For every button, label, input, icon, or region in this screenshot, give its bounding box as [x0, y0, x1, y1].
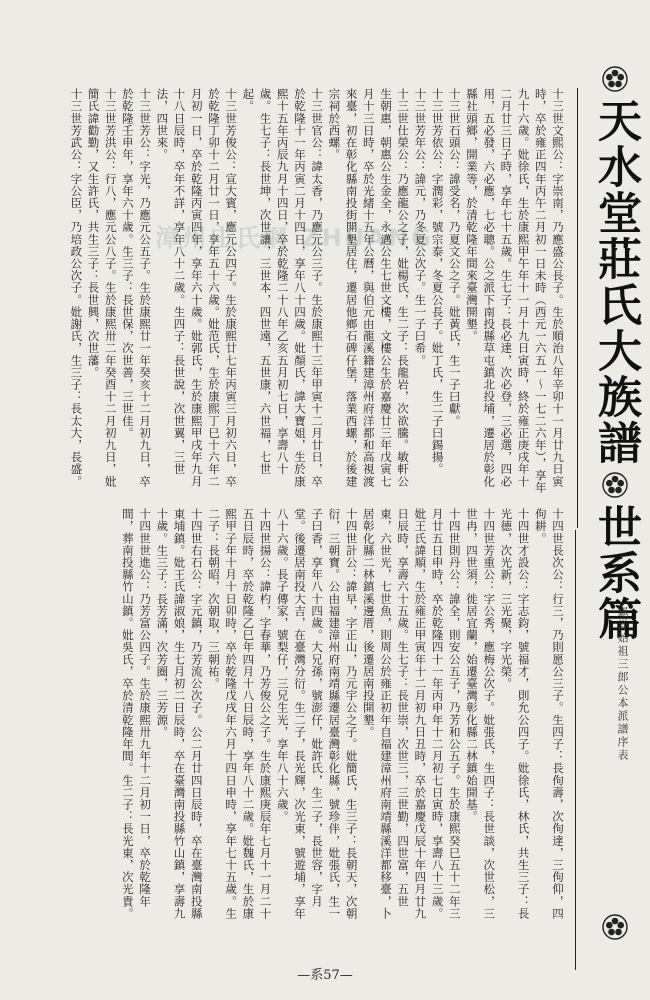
genealogy-entry: 十三世芳俊公：宣大賓，應元公四子。生於康熙廿七年丙寅三月初六日，卒於乾隆丁卯十二月廿一日，享年五十六歲。妣范氏，生於康熙丁巳十六年二月初一日，卒於乾隆丙寅四年，享年六十歲。妣郭氏，生於康熙甲戌年九月十八日辰時，卒年不詳，享年八十二歲。生四子：長世說，次世翼，三世法，四世來。: [155, 88, 239, 488]
lower-genealogy-text: [66, 508, 566, 928]
genealogy-entry: 十三世芳洪公：行八，應元公八子。生於康熙卅二年癸酉十二月初九日，妣簡氏諱勸勤，又生許氏，共生三子：長世興，次世藩。: [86, 88, 118, 488]
genealogy-entry: 十四世長次公：行三，乃則愿公三子。生四子：長佝壽，次佝達，三佝仰，四佝耕。: [533, 508, 565, 920]
genealogy-entry: 十四世則丹公：諱全，則安公五子，乃芳和公五子。生於康熙癸巳五十二年三月廿五日申時，卒於乾隆四十一年丙申年十二月初七日寅時，享壽八十三歲。妣王氏諱順，生於雍正甲寅年十二月初九日丑時，卒於嘉慶戊辰十年四月廿九日辰時，享壽六十五歲。生七子：長世崇，次世三，三世勤，四世富，五世東，六世光，七世魚，則周公於雍正初年自福建漳州府南靖縣溪洋都移臺，卜居彰化縣二林鎮溪邊厝，後遷居南投開墾。: [361, 508, 462, 920]
page-number: —系57—: [297, 968, 353, 983]
genealogy-entry: 十三世官公：諱太香，乃應元公三子。生於康熙十三年甲寅十二月廿日，卒於乾隆十一年丙寅二月十四日，享年八十四歲。妣顏氏，諱大寶姐，生於康熙十五年丙辰九月十四日，卒於乾隆二十八年乙亥五月初七日，享壽八十歲。生七子：長世坤，次世讓，三世本，四世遠，五世康，六世福，七世起。: [241, 88, 325, 488]
genealogy-entry: 十三世芳年公：諱元，乃冬夏公次子。生一子曰希。: [413, 88, 428, 367]
genealogy-entry: 十四世右石公：字元鎮，乃芳流公次子。公二月廿四日辰時，卒在臺灣南投縣東埔鎮。妣王氏諱淑娘，生七月初二日辰時，卒在臺灣南投縣竹山鎮，享壽九十歲。生三子：長芳滿，次芳圈，三芳源。: [155, 508, 204, 920]
watermark: 漳州庄氏網 ZHUANG: [155, 224, 434, 252]
divider-line: [575, 530, 576, 970]
lineage-note: 龜洋始祖三郎公本派譜序表: [616, 606, 629, 762]
genealogy-entry: 十三世仕榮公：乃應龍公之子，妣楊氏，生二子：長龍岩，次欲騰。敏軒公生朝惠，朝惠公生金全，永邁公生七世文樓，文樓公生於嘉慶廿三年戊寅七月十三日時，卒於光緒十五年公曆，與伯元由龍溪籍建漳州府洋都和高視渡來臺，初在彰化縣南投街開墾居住，遷居他鄉石碑仔堡，落業西螺，於後建宗祠於西螺。: [327, 88, 411, 488]
plum-blossom-icon: [602, 66, 628, 92]
divider-line: [577, 88, 578, 528]
genealogy-entry: 十三世文熙公：字崇南，乃應盛公長子。生於順治八年辛卯十一月廿九日寅時，卒於雍正四年丙午二月初一日未時（西元一六五一～一七二六年），享年九十六歲。妣徐氏，生於康熙甲午年十一月十九日寅時，終於雍正庚戌年十二月廿三日子時，享年七十五歲。生七子：長必達，次必登，三必選，四必用，五必發，六必應，七必聰。公之派下南投縣草屯鎮北投埔，遷居於彰化縣社頭鄉，開業等，於清乾隆年間來臺灣開墾。: [464, 88, 565, 494]
genealogy-entry: 十四世揚公：諱杓，字春華，乃芳俊公之子。生於康熙庚辰年七月十一月二十五日辰時，卒於乾隆乙巳年四月十八日辰時，享年八十二歲。妣魏氏，生於康熙甲子年十月十日卯時，卒於乾隆戊戌年六月十四日申時，享年七十五歲。生二子：長朝昭，次朝取，三朝祐。: [206, 508, 273, 920]
title-column: [586, 60, 644, 980]
genealogy-entry: 十三世芳公：字光，乃應元公五子。生於康熙廿一年癸亥十二月初九日，卒於乾隆壬申年，享年六十歲。生三子：長世保，次世善，三世佳。: [120, 88, 153, 488]
genealogy-entry: 十四世芳重公：字公秀，應梅公次子。妣張氏，生四子：長世談，次世松，三世冉，四世須，徙居宜蘭，始遷臺灣彰化縣二林鎮始開基。: [464, 508, 497, 920]
genealogy-entry: 十四世才設公：字志鈞，號福才，則允公四子。妣徐氏，林氏，共生三子：長光德，次光新，三光聚，字光榮。: [499, 508, 531, 920]
book-title: 天水堂莊氏大族譜: [590, 98, 641, 466]
section-title: 世系篇: [590, 504, 641, 642]
genealogy-entry: 十三世芳武公：字公臣，乃培政公次子。妣謝氏，生三子：長太大，長盛。: [69, 88, 84, 488]
genealogy-entry: 十四世計公：諱早，字正山，乃元宇公之子。妣簡氏，生三子：長朝天，次朝衍，三朝寶。公由福建漳州府南靖縣遷居臺灣彰化縣，號珍伴，妣張氏，生一子曰香，享年八十四歲。大兄孫，號澎仔，妣許氏，生二子，長世容，字月堂。後遷居南投大吉，在臺灣分衍。生二子，長光輝，次光東，號遊埔，享年八十六歲。長子傳家，號梨仔，三兄生光，享年八十六歲。: [275, 508, 359, 920]
genealogy-entry: 十三世芳依公：字潤彩，號宗泰，冬夏公長子。妣丁氏，生二子曰錫揚。: [430, 88, 445, 476]
genealogy-entry: 十四世世進公：乃芳富公四子。生於康熙卅九年十二月初一日，卒於乾隆年間，葬南投縣竹山鎮。妣吳氏，卒於清乾隆年間。生二子：長光東，次光貴。: [120, 508, 153, 920]
upper-genealogy-text: [66, 88, 566, 496]
plum-blossom-icon: [602, 914, 628, 940]
plum-blossom-icon: [602, 472, 628, 498]
genealogy-entry: 十三世石頭公：諱受名，乃夏文公之子。妣黃氏，生一子曰獻。: [447, 88, 462, 427]
